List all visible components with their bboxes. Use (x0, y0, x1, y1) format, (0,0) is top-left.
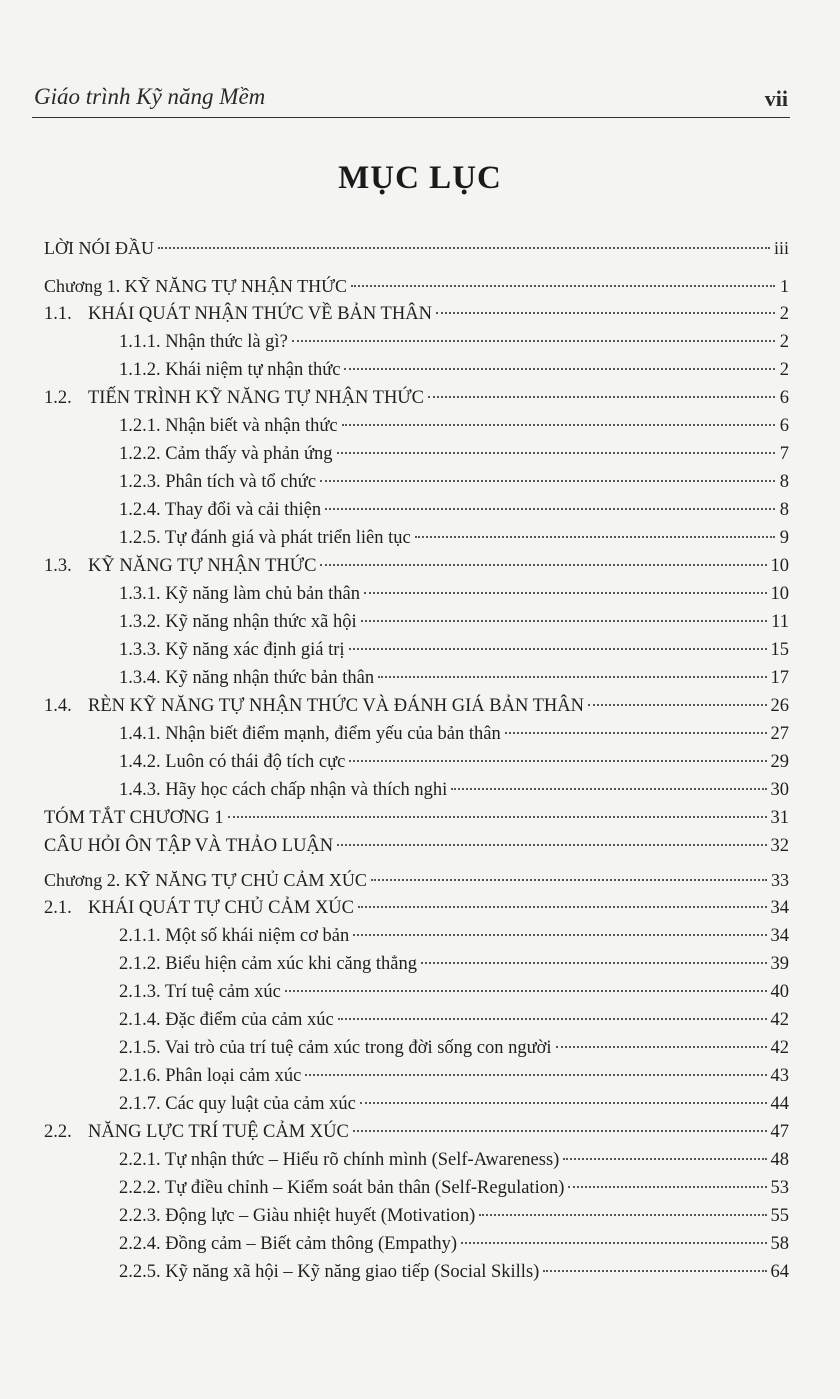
toc-entry-label: 1.2.1. Nhận biết và nhận thức (119, 416, 338, 436)
toc-entry-label: TÓM TẮT CHƯƠNG 1 (44, 808, 224, 828)
dot-leader (378, 676, 766, 678)
toc-entry-label: 2.1.5. Vai trò của trí tuệ cảm xúc trong đời sống con người (119, 1038, 552, 1058)
toc-entry-label: 2.2.5. Kỹ năng xã hội – Kỹ năng giao tiếp (Social Skills) (119, 1262, 540, 1282)
toc-entry-label: 1.2.2. Cảm thấy và phản ứng (119, 444, 333, 464)
toc-entry-label: 2.1.7. Các quy luật của cảm xúc (119, 1094, 356, 1114)
dot-leader (320, 564, 766, 566)
toc-entry-page: 42 (770, 1038, 789, 1058)
dot-leader (421, 962, 767, 964)
toc-entry-label: 2.1.6. Phân loại cảm xúc (119, 1066, 302, 1086)
toc-entry-label: 2.1.2. Biểu hiện cảm xúc khi căng thẳng (119, 954, 417, 974)
toc-subsection[interactable] (44, 664, 789, 692)
toc-entry-page: 2 (779, 360, 789, 380)
dot-leader (479, 1214, 766, 1216)
toc-entry-page: iii (773, 238, 789, 258)
dot-leader (158, 247, 770, 249)
dot-leader (360, 1102, 767, 1104)
toc-entry-page: 10 (770, 584, 789, 604)
toc-entry-page: 8 (779, 500, 789, 520)
toc-entry-label: 1.1.2. Khái niệm tự nhận thức (119, 360, 341, 380)
dot-leader (436, 312, 775, 314)
toc-entry-page: 64 (770, 1262, 789, 1282)
section-number: 1.1. (44, 304, 72, 324)
dot-leader (568, 1186, 766, 1188)
dot-leader (364, 592, 767, 594)
dot-leader (543, 1270, 766, 1272)
section-title: TIẾN TRÌNH KỸ NĂNG TỰ NHẬN THỨC (88, 388, 424, 408)
dot-leader (371, 879, 767, 881)
toc-subsection[interactable] (44, 524, 789, 552)
toc-subsection[interactable] (44, 1006, 789, 1034)
dot-leader (337, 844, 766, 846)
toc-entry-label: 2.2.1. Tự nhận thức – Hiểu rõ chính mình (Self-Awareness) (119, 1150, 560, 1170)
toc-chapter-2[interactable] (44, 866, 789, 894)
header-rule (32, 117, 790, 118)
toc-subsection[interactable] (44, 720, 789, 748)
dot-leader (285, 990, 767, 992)
toc-entry-page: 53 (770, 1178, 789, 1198)
toc-section-2-1[interactable] (44, 894, 789, 922)
toc-entry-page: 7 (779, 444, 789, 464)
toc-entry-page: 39 (770, 954, 789, 974)
dot-leader (353, 934, 766, 936)
toc-subsection[interactable] (44, 1090, 789, 1118)
toc-entry-page: 31 (770, 808, 789, 828)
dot-leader (305, 1074, 766, 1076)
toc-entry-page: 48 (770, 1150, 789, 1170)
toc-entry-label: 1.2.5. Tự đánh giá và phát triển liên tục (119, 528, 411, 548)
dot-leader (563, 1158, 766, 1160)
dot-leader (337, 452, 776, 454)
dot-leader (344, 368, 775, 370)
dot-leader (342, 424, 775, 426)
toc-entry-label: 1.2.3. Phân tích và tổ chức (119, 472, 317, 492)
toc-subsection[interactable] (44, 922, 789, 950)
toc-subsection[interactable] (44, 608, 789, 636)
toc-entry-label: 1.3.1. Kỹ năng làm chủ bản thân (119, 584, 360, 604)
toc-entry-page: 44 (770, 1094, 789, 1114)
toc-section-1-2[interactable] (44, 384, 789, 412)
dot-leader (505, 732, 767, 734)
toc-entry-label: 2.1.4. Đặc điểm của cảm xúc (119, 1010, 334, 1030)
dot-leader (349, 648, 767, 650)
toc-entry-page: 6 (779, 416, 789, 436)
section-title: RÈN KỸ NĂNG TỰ NHẬN THỨC VÀ ĐÁNH GIÁ BẢN THÂN (88, 696, 585, 716)
toc-subsection[interactable] (44, 1146, 789, 1174)
toc-subsection[interactable] (44, 978, 789, 1006)
toc-entry-label: 1.4.2. Luôn có thái độ tích cực (119, 752, 346, 772)
toc-entry-page: 34 (770, 926, 789, 946)
toc-subsection[interactable] (44, 1174, 789, 1202)
toc-subsection[interactable] (44, 440, 789, 468)
section-title: NĂNG LỰC TRÍ TUỆ CẢM XÚC (88, 1122, 349, 1142)
toc-subsection[interactable] (44, 496, 789, 524)
toc-entry-page: 32 (770, 836, 789, 856)
toc-entry-page: 33 (771, 870, 789, 890)
toc-entry-page: 29 (770, 752, 789, 772)
toc-section-2-2[interactable] (44, 1118, 789, 1146)
section-number: 2.1. (44, 898, 72, 918)
toc-chapter-label: Chương 1. KỸ NĂNG TỰ NHẬN THỨC (44, 276, 348, 296)
toc-subsection[interactable] (44, 328, 789, 356)
toc-entry-page: 26 (770, 696, 789, 716)
toc-entry-label: 2.2.3. Động lực – Giàu nhiệt huyết (Motivation) (119, 1206, 476, 1226)
toc-section-1-4[interactable] (44, 692, 789, 720)
dot-leader (358, 906, 766, 908)
toc-entry-label: 2.1.3. Trí tuệ cảm xúc (119, 982, 281, 1002)
dot-leader (325, 508, 775, 510)
toc-entry-page: 2 (779, 332, 789, 352)
toc-entry-label: 1.3.3. Kỹ năng xác định giá trị (119, 640, 345, 660)
toc-subsection[interactable] (44, 1034, 789, 1062)
section-number: 1.2. (44, 388, 72, 408)
toc-entry-page: 1 (780, 276, 789, 296)
dot-leader (428, 396, 775, 398)
toc-entry-page: 8 (779, 472, 789, 492)
toc-entry-label: LỜI NÓI ĐẦU (44, 238, 154, 258)
toc-subsection[interactable] (44, 748, 789, 776)
section-number: 2.2. (44, 1122, 72, 1142)
toc-entry-label: CÂU HỎI ÔN TẬP VÀ THẢO LUẬN (44, 836, 334, 856)
toc-subsection[interactable] (44, 776, 789, 804)
dot-leader (361, 620, 768, 622)
toc-entry-page: 6 (779, 388, 789, 408)
toc-entry-label: 1.4.1. Nhận biết điểm mạnh, điểm yếu của bản thân (119, 724, 501, 744)
dot-leader (588, 704, 766, 706)
page-number: vii (764, 86, 788, 111)
toc-subsection[interactable] (44, 1202, 789, 1230)
toc-subsection[interactable] (44, 950, 789, 978)
toc-entry-label: 1.3.4. Kỹ năng nhận thức bản thân (119, 668, 375, 688)
dot-leader (351, 285, 775, 287)
toc-entry-page: 2 (779, 304, 789, 324)
toc-entry-preface[interactable] (44, 234, 789, 262)
dot-leader (292, 340, 775, 342)
toc-entry-page: 30 (770, 780, 789, 800)
dot-leader (228, 816, 767, 818)
toc-subsection[interactable] (44, 1062, 789, 1090)
dot-leader (353, 1130, 767, 1132)
toc-entry-page: 43 (770, 1066, 789, 1086)
toc-entry-chapter-summary[interactable] (44, 804, 789, 832)
dot-leader (556, 1046, 767, 1048)
dot-leader (349, 760, 766, 762)
dot-leader (451, 788, 766, 790)
section-title: KHÁI QUÁT NHẬN THỨC VỀ BẢN THÂN (88, 304, 432, 324)
toc-entry-label: 2.1.1. Một số khái niệm cơ bản (119, 926, 350, 946)
toc-entry-page: 47 (770, 1122, 789, 1142)
toc-entry-label: 1.2.4. Thay đổi và cải thiện (119, 500, 322, 520)
toc-entry-label: 2.2.2. Tự điều chỉnh – Kiểm soát bản thân (Self-Regulation) (119, 1178, 565, 1198)
toc-entry-page: 34 (770, 898, 789, 918)
section-number: 1.4. (44, 696, 72, 716)
toc-entry-page: 27 (770, 724, 789, 744)
toc-entry-page: 42 (770, 1010, 789, 1030)
toc-subsection[interactable] (44, 468, 789, 496)
section-title: KỸ NĂNG TỰ NHẬN THỨC (88, 556, 317, 576)
toc-entry-page: 58 (770, 1234, 789, 1254)
toc-chapter-1[interactable] (44, 272, 789, 300)
toc-entry-label: 1.3.2. Kỹ năng nhận thức xã hội (119, 612, 357, 632)
toc-subsection[interactable] (44, 1230, 789, 1258)
toc-entry-review-questions[interactable] (44, 832, 789, 860)
toc-subsection[interactable] (44, 356, 789, 384)
toc-subsection[interactable] (44, 636, 789, 664)
running-header-title: Giáo trình Kỹ năng Mềm (34, 84, 266, 109)
toc-entry-label: 1.4.3. Hãy học cách chấp nhận và thích nghi (119, 780, 448, 800)
dot-leader (320, 480, 775, 482)
toc-entry-page: 40 (770, 982, 789, 1002)
toc-section-1-3[interactable] (44, 552, 789, 580)
table-of-contents (44, 234, 789, 1286)
toc-subsection[interactable] (44, 1258, 789, 1286)
toc-entry-page: 17 (770, 668, 789, 688)
toc-entry-page: 9 (779, 528, 789, 548)
toc-title: MỤC LỤC (338, 160, 502, 196)
toc-entry-label: 1.1.1. Nhận thức là gì? (119, 332, 288, 352)
section-title: KHÁI QUÁT TỰ CHỦ CẢM XÚC (88, 898, 355, 918)
dot-leader (415, 536, 775, 538)
toc-entry-page: 11 (771, 612, 789, 632)
dot-leader (461, 1242, 766, 1244)
toc-chapter-label: Chương 2. KỸ NĂNG TỰ CHỦ CẢM XÚC (44, 870, 367, 890)
toc-entry-page: 10 (770, 556, 789, 576)
dot-leader (338, 1018, 767, 1020)
toc-section-1-1[interactable] (44, 300, 789, 328)
toc-subsection[interactable] (44, 412, 789, 440)
toc-entry-page: 55 (770, 1206, 789, 1226)
section-number: 1.3. (44, 556, 72, 576)
toc-entry-label: 2.2.4. Đồng cảm – Biết cảm thông (Empathy) (119, 1234, 458, 1254)
toc-subsection[interactable] (44, 580, 789, 608)
toc-entry-page: 15 (770, 640, 789, 660)
